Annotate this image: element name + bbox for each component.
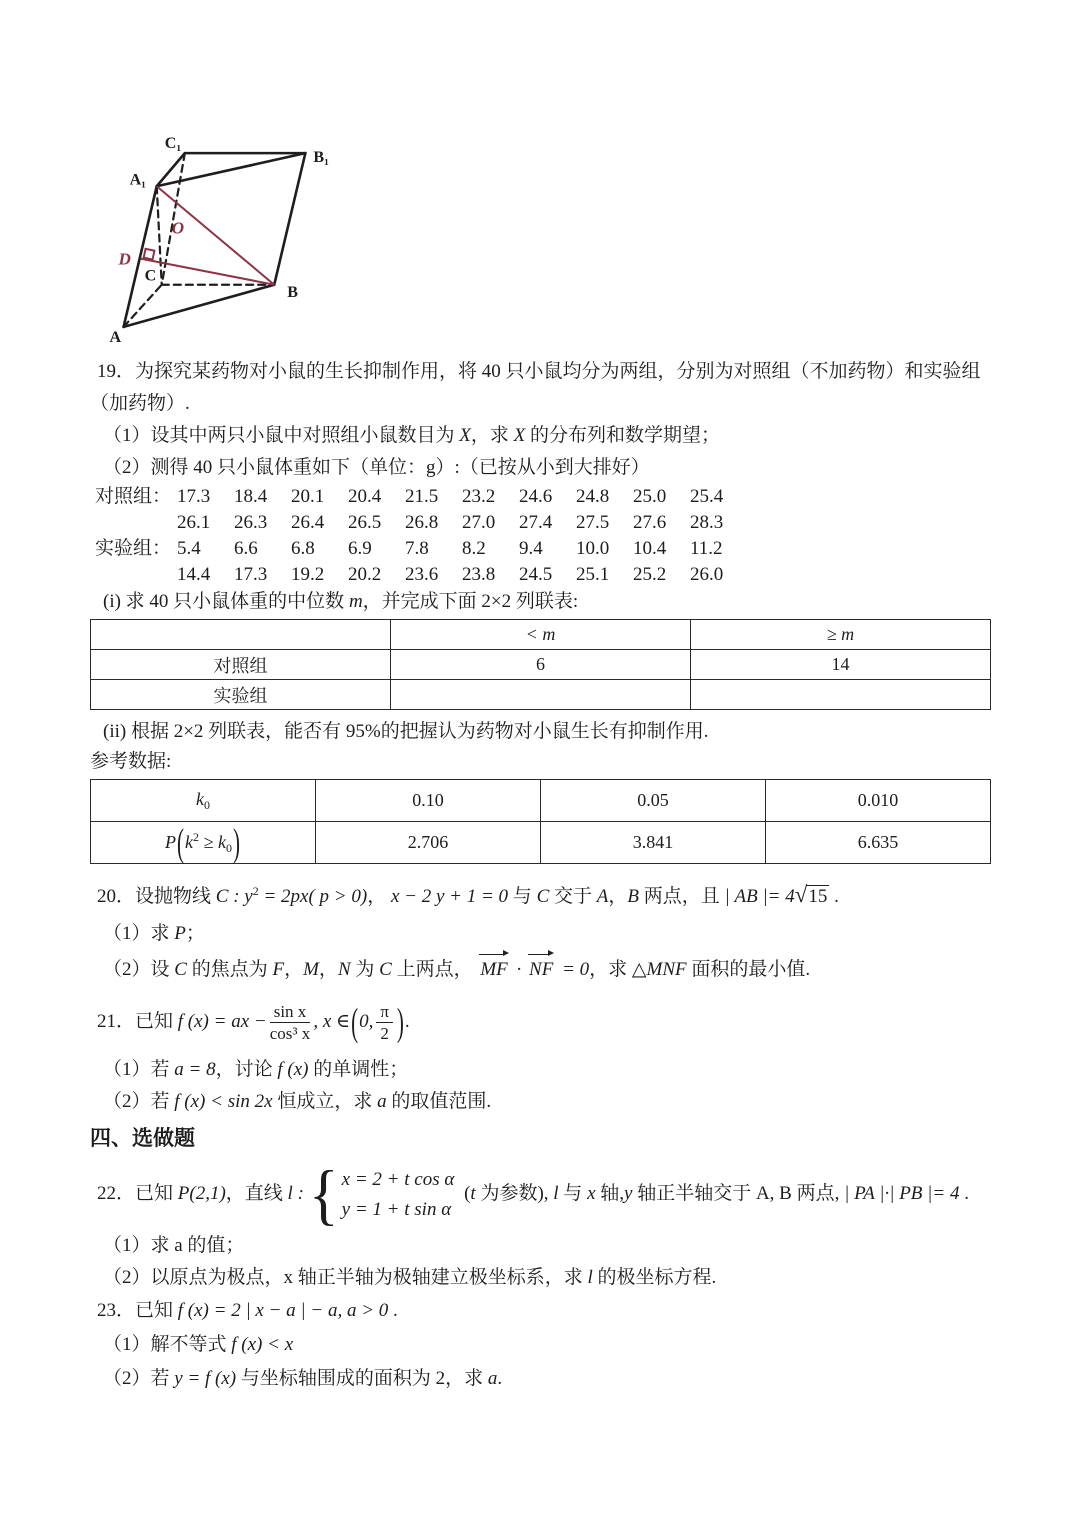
weight-value: 20.2 xyxy=(348,564,382,585)
vertex-label-a1: A₁ xyxy=(129,171,147,189)
seg-m: B xyxy=(627,886,639,907)
seg-m: 0, xyxy=(359,1011,374,1032)
weight-value: 11.2 xyxy=(690,538,723,559)
seg-t: 与坐标轴围成的面积为 2，求 xyxy=(236,1368,488,1389)
seg-t: ，讨论 xyxy=(215,1059,278,1080)
seg-m: | PA |·| PB |= 4 xyxy=(844,1183,960,1204)
seg-t: （2）设 xyxy=(103,959,175,980)
q22-intro xyxy=(90,1157,992,1233)
weights-control-label: 对照组： xyxy=(95,486,172,507)
table-row xyxy=(91,650,991,680)
weight-value: 20.1 xyxy=(291,486,325,507)
prism-figure xyxy=(96,126,348,348)
q20-part1 xyxy=(90,918,992,950)
table-cell: 2.706 xyxy=(316,822,541,864)
seg-m: t xyxy=(470,1183,476,1204)
table-cell-ge-m: ≥ m xyxy=(691,620,991,650)
edge-a-b xyxy=(124,285,275,327)
q21-intro xyxy=(90,990,992,1054)
seg-t: 23．已知 xyxy=(97,1300,178,1321)
weights-label-spacer xyxy=(95,562,177,588)
q21-part2 xyxy=(90,1086,992,1118)
seg-t: 的极坐标方程. xyxy=(592,1267,717,1288)
seg-t: 轴, xyxy=(595,1183,625,1204)
seg-sub: 0 xyxy=(225,840,232,855)
seg-sub: 0 xyxy=(204,797,210,812)
weight-value: 14.4 xyxy=(177,564,211,585)
seg-t: . xyxy=(829,886,839,907)
weight-value: 24.6 xyxy=(519,486,553,507)
weights-control-row2 xyxy=(95,510,992,536)
seg-t: 轴正半轴交于 A, B 两点, xyxy=(632,1183,845,1204)
seg-m: k xyxy=(196,788,204,809)
reference-table xyxy=(90,779,991,864)
weights-exp-row1 xyxy=(95,536,992,562)
seg-m: , x ∈ xyxy=(313,1011,351,1032)
seg-m: f (x) xyxy=(277,1059,309,1080)
weights-values xyxy=(177,562,747,588)
weight-value: 23.8 xyxy=(462,564,496,585)
seg-m: △MNF xyxy=(631,959,687,980)
q23-intro xyxy=(90,1294,992,1328)
seg-t: . xyxy=(497,1368,503,1389)
seg-t: 为参数), xyxy=(475,1183,554,1204)
seg-t: 的焦点为 xyxy=(186,959,273,980)
seg-m: C xyxy=(379,959,392,980)
weight-value: 17.3 xyxy=(177,486,211,507)
q22-part1: （1）求 a 的值； xyxy=(103,1235,245,1256)
seg-t: （1）设其中两只小鼠中对照组小鼠数目为 xyxy=(103,425,460,446)
seg-m: f (x) < sin 2x xyxy=(174,1091,273,1112)
q20-part2 xyxy=(90,950,992,990)
seg-m: x xyxy=(587,1183,596,1204)
seg-m: a = 8 xyxy=(174,1059,216,1080)
contingency-table xyxy=(90,619,991,710)
seg-m: = 2px( p > 0) xyxy=(258,886,368,907)
q19-part2: （2）测得 40 只小鼠体重如下（单位：g）:（已按从小到大排好） xyxy=(103,457,650,478)
seg-t: ( xyxy=(459,1183,471,1204)
table-cell xyxy=(391,680,691,710)
table-cell: 0.10 xyxy=(316,780,541,822)
weights-exp-row2 xyxy=(95,562,992,588)
seg-t: 的取值范围. xyxy=(386,1091,492,1112)
seg-m: C xyxy=(174,959,187,980)
seg-t: 的分布列和数学期望； xyxy=(525,425,721,446)
seg-t: 22．已知 xyxy=(97,1183,178,1204)
weight-value: 25.0 xyxy=(633,486,667,507)
q19-ref-label: 参考数据: xyxy=(90,751,172,772)
q20-intro xyxy=(90,870,992,918)
table-cell: 6 xyxy=(391,650,691,680)
table-cell xyxy=(91,620,391,650)
table-row xyxy=(91,822,991,864)
weight-value: 7.8 xyxy=(405,538,429,559)
table-cell-p-k2-ge-k0 xyxy=(91,819,316,865)
q19-item-i xyxy=(90,588,992,616)
seg-t: ， xyxy=(318,959,338,980)
vertex-label-b: B xyxy=(287,283,299,301)
seg-m: X xyxy=(459,425,471,446)
seg-t: 与 xyxy=(558,1183,588,1204)
seg-sup: 2 xyxy=(193,829,200,844)
seg-frac: $\frac{\pi}{2}$ xyxy=(376,1002,393,1043)
seg-m: y xyxy=(624,1183,633,1204)
weight-value: 26.0 xyxy=(690,564,724,585)
seg-m: y = f (x) xyxy=(174,1368,237,1389)
seg-m: a xyxy=(487,1368,498,1389)
seg-sys: { x = 2 + t cos α y = 1 + t sin α xyxy=(308,1157,455,1233)
weight-value: 26.3 xyxy=(234,512,268,533)
seg-m: C xyxy=(536,886,550,907)
seg-rad: 15 xyxy=(808,886,828,907)
seg-bigp: ( xyxy=(351,999,359,1045)
seg-t: （2）若 xyxy=(103,1368,175,1389)
seg-m: x − 2 y + 1 = 0 xyxy=(390,886,509,907)
table-cell-k0 xyxy=(91,780,316,822)
table-cell xyxy=(691,680,991,710)
seg-t: 与 xyxy=(508,886,537,907)
weight-value: 27.5 xyxy=(576,512,610,533)
seg-rt: √ xyxy=(794,882,808,907)
seg-m: P(2,1) xyxy=(177,1183,226,1204)
q23-part1 xyxy=(90,1328,992,1362)
seg-t: 面积的最小值. xyxy=(686,959,811,980)
weight-value: 10.0 xyxy=(576,538,610,559)
seg-bigp: ) xyxy=(396,999,404,1045)
seg-t: ， xyxy=(284,959,304,980)
edge-b1-b xyxy=(274,153,305,285)
point-label-o: O xyxy=(171,218,185,238)
seg-m: l xyxy=(587,1267,593,1288)
seg-m: f (x) < x xyxy=(231,1334,294,1355)
seg-m: M xyxy=(303,959,319,980)
seg-m: | AB |= 4 xyxy=(724,886,795,907)
seg-t: （2）若 xyxy=(103,1091,175,1112)
seg-m: m xyxy=(348,591,363,612)
weight-value: 20.4 xyxy=(348,486,382,507)
q22-part2 xyxy=(90,1262,992,1294)
weight-value: 19.2 xyxy=(291,564,325,585)
vertex-label-c1: C₁ xyxy=(164,135,182,153)
weight-value: 23.6 xyxy=(405,564,439,585)
seg-m: f (x) = ax − xyxy=(177,1011,267,1032)
seg-t: （1）若 xyxy=(103,1059,175,1080)
seg-t: ， xyxy=(367,886,391,907)
weight-value: 6.6 xyxy=(234,538,258,559)
seg-m: · xyxy=(511,959,527,980)
weights-control-row1 xyxy=(95,484,992,510)
vertex-label-b1: B₁ xyxy=(313,149,329,167)
seg-t: ， xyxy=(608,886,628,907)
weights-label-spacer xyxy=(95,510,177,536)
weight-value: 26.8 xyxy=(405,512,439,533)
weight-value: 17.3 xyxy=(234,564,268,585)
seg-m: l : xyxy=(287,1183,304,1204)
seg-t: 的单调性； xyxy=(308,1059,409,1080)
table-cell: 6.635 xyxy=(766,822,991,864)
weight-value: 25.1 xyxy=(576,564,610,585)
seg-m: C : y xyxy=(215,886,253,907)
seg-t: . xyxy=(388,1300,398,1321)
weight-value: 6.8 xyxy=(291,538,315,559)
table-row xyxy=(91,780,991,822)
q19-intro-line2: （加药物）. xyxy=(90,393,190,414)
q21-part1 xyxy=(90,1054,992,1086)
seg-frac: $\frac{\text{sin x}}{\text{cos³ x}}$ xyxy=(269,1002,311,1044)
table-row xyxy=(91,680,991,710)
seg-t: 交于 xyxy=(549,886,597,907)
seg-m: X xyxy=(513,425,526,446)
table-cell: 对照组 xyxy=(91,650,391,680)
seg-t: （2）以原点为极点，x 轴正半轴为极轴建立极坐标系，求 xyxy=(103,1267,588,1288)
weight-value: 6.9 xyxy=(348,538,372,559)
seg-t: 恒成立，求 xyxy=(272,1091,378,1112)
weights-values xyxy=(177,510,747,536)
weight-value: 26.1 xyxy=(177,512,211,533)
weight-value: 26.5 xyxy=(348,512,382,533)
seg-t: ，并完成下面 2×2 列联表: xyxy=(362,591,579,612)
table-row xyxy=(91,620,991,650)
seg-t: 上两点， xyxy=(391,959,478,980)
q19-intro-line1: 19．为探究某药物对小鼠的生长抑制作用，将 40 只小鼠均分为两组，分别为对照组（不加药物）和实验组 xyxy=(97,361,981,382)
weight-value: 24.5 xyxy=(519,564,553,585)
weight-value: 10.4 xyxy=(633,538,667,559)
seg-t: （1）求 xyxy=(103,923,175,944)
seg-m: l xyxy=(553,1183,559,1204)
seg-m: P xyxy=(165,831,177,852)
seg-t: 两点，且 xyxy=(639,886,725,907)
weight-value: 5.4 xyxy=(177,538,201,559)
seg-t: ，求 xyxy=(470,425,514,446)
table-cell: 0.010 xyxy=(766,780,991,822)
seg-m: k xyxy=(217,831,226,852)
table-cell-lt-m: < m xyxy=(391,620,691,650)
seg-t: （1）解不等式 xyxy=(103,1334,232,1355)
seg-m: A xyxy=(596,886,609,907)
weight-value: 8.2 xyxy=(462,538,486,559)
seg-m: N xyxy=(337,959,351,980)
q23-part2 xyxy=(90,1362,992,1396)
table-cell: 0.05 xyxy=(541,780,766,822)
seg-t: 20．设抛物线 xyxy=(97,886,216,907)
weights-exp-label: 实验组： xyxy=(95,538,172,559)
seg-bigp: ) xyxy=(232,819,240,865)
seg-m: ≥ xyxy=(199,831,218,852)
weight-value: 24.8 xyxy=(576,486,610,507)
weight-value: 27.0 xyxy=(462,512,496,533)
weights-values xyxy=(177,536,747,562)
weights-values xyxy=(177,484,747,510)
weight-value: 28.3 xyxy=(690,512,724,533)
weight-value: 27.6 xyxy=(633,512,667,533)
weight-value: 18.4 xyxy=(234,486,268,507)
weight-value: 23.2 xyxy=(462,486,496,507)
q19-item-ii: (ii) 根据 2×2 列联表，能否有 95%的把握认为药物对小鼠生长有抑制作用. xyxy=(103,721,709,742)
point-label-d: D xyxy=(118,249,131,269)
seg-m: = 0 xyxy=(557,959,590,980)
seg-sup: 2 xyxy=(252,884,259,898)
seg-vec: NF xyxy=(529,959,554,980)
weight-value: 26.4 xyxy=(291,512,325,533)
seg-t: ； xyxy=(185,923,205,944)
seg-m: k xyxy=(185,831,194,852)
weight-value: 21.5 xyxy=(405,486,439,507)
seg-t: 为 xyxy=(350,959,380,980)
seg-t: . xyxy=(404,1011,410,1032)
section-title-optional-questions: 四、选做题 xyxy=(90,1127,195,1150)
seg-m: f (x) = 2 | x − a | − a, a > 0 xyxy=(177,1300,389,1321)
seg-t: ，直线 xyxy=(225,1183,288,1204)
table-cell: 实验组 xyxy=(91,680,391,710)
weight-value: 25.2 xyxy=(633,564,667,585)
seg-t: . xyxy=(959,1183,969,1204)
vertex-label-a: A xyxy=(109,328,122,346)
seg-bigp: ( xyxy=(177,819,185,865)
table-cell: 14 xyxy=(691,650,991,680)
weight-value: 9.4 xyxy=(519,538,543,559)
seg-t: ，求 xyxy=(589,959,632,980)
vertex-label-c: C xyxy=(144,267,157,285)
weight-value: 27.4 xyxy=(519,512,553,533)
seg-m: a xyxy=(377,1091,387,1112)
seg-t: 21．已知 xyxy=(97,1011,178,1032)
seg-vec: MF xyxy=(480,959,508,980)
right-angle-mark xyxy=(144,249,155,260)
seg-m: F xyxy=(272,959,285,980)
table-cell: 3.841 xyxy=(541,822,766,864)
seg-t: (i) 求 40 只小鼠体重的中位数 xyxy=(103,591,349,612)
weight-value: 25.4 xyxy=(690,486,724,507)
edge-a1-c-hidden xyxy=(157,186,162,284)
q19-part1 xyxy=(90,420,992,452)
seg-m: P xyxy=(174,923,186,944)
